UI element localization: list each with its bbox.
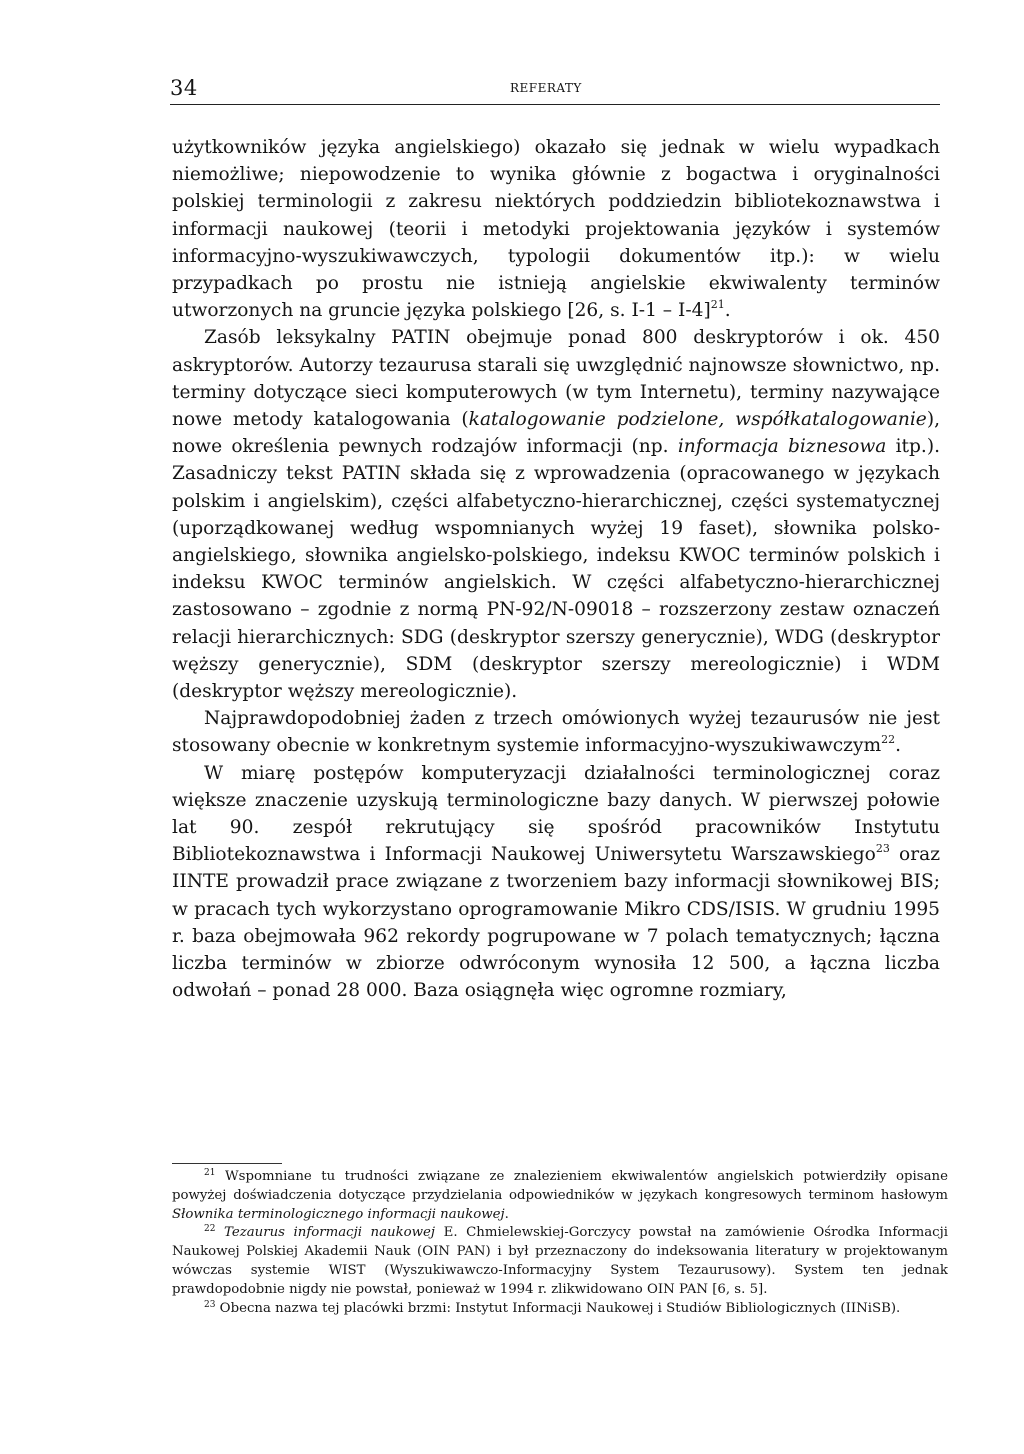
footnote-number: 21 [204,1168,216,1178]
paragraph-2-italic-1: katalogowanie podzielone, współkatalogowanie [468,409,927,431]
paragraph-3 [172,705,940,759]
paragraph-2-italic-2: informacja biznesowa [677,436,887,458]
running-head: REFERATY [510,81,582,95]
footnotes [172,1168,948,1318]
paragraph-2 [172,324,940,705]
footnote-22 [172,1224,948,1299]
paragraph-1-text: użytkowników języka angielskiego) okazało się jednak w wielu wypadkach niemożliwe; niepowodzenie to wynika głównie z bogactwa i oryginalności polskiej terminologii z zakresu niektórych poddziedzin bibliotekoznawstwa i informacji naukowej (teorii i metodyki projektowania języków i systemów informacyjno-wyszukiwawczych, typologii dokumentów itp.): w wielu przypadkach po prostu nie istnieją angielskie ekwiwalenty terminów utworzonych na gruncie języka polskiego [26, s. I-1 – I-4] [172,137,940,322]
footnote-text-end: E. Chmielewskiej-Gorczycy powstał na zamówienie Ośrodka Informacji Naukowej Polskiej Akademii Nauk (OIN PAN) i był przeznaczony do indeksowania literatury w projektowanym wówczas systemie WIST (Wyszukiwawczo-Informacyjny System Tezaurusowy). System ten jednak prawdopodobnie nigdy nie powstał, ponieważ w 1994 r. zlikwidowano OIN PAN [6, s. 5]. [172,1225,949,1297]
paragraph-2-text-a: Zasób leksykalny PATIN obejmuje ponad 800 deskryptorów i ok. 450 askryptorów. Autorzy tezaurusa starali się uwzględnić najnowsze słownictwo, np. terminy dotyczące sieci komputerowych (w tym Internetu), terminy nazywające nowe metody katalogowania ( [172,327,940,431]
page-number: 34 [170,76,198,100]
footnote-divider [172,1163,282,1164]
footnote-number: 23 [204,1299,216,1310]
footnote-ref-22: 22 [881,733,896,747]
footnote-text-end: . [504,1206,509,1222]
footnote-21 [172,1168,948,1224]
paragraph-3-end: . [895,735,902,757]
paragraph-4-text-a: W miarę postępów komputeryzacji działalności terminologicznej coraz większe znaczenie uzyskują terminologiczne bazy danych. W pierwszej połowie lat 90. zespół rekrutujący się spośród pracowników Instytutu Bibliotekoznawstwa i Informacji Naukowej Uniwersytetu Warszawskiego [172,762,940,866]
footnote-ref-23: 23 [875,842,890,856]
footnote-text: Obecna nazwa tej placówki brzmi: Instytut Informacji Naukowej i Studiów Bibliologicznych (IINiSB). [215,1300,901,1316]
footnote-ref-21: 21 [710,298,725,312]
footnote-text [215,1225,224,1240]
footnote-text: Wspomniane tu trudności związane ze znalezieniem ekwiwalentów angielskich potwierdziły opisane powyżej doświadczenia dotyczące przydzielania odpowiedników w językach kongresowych terminom hasłowym [172,1169,948,1203]
page-header [170,76,940,105]
paragraph-1-end: . [724,300,731,322]
paragraph-3-text: Najprawdopodobniej żaden z trzech omówionych wyżej tezaurusów nie jest stosowany obecnie w konkretnym systemie informacyjno-wyszukiwawczym [172,708,940,757]
paragraph-2-text-c: itp.). Zasadniczy tekst PATIN składa się z wprowadzenia (opracowanego w językach polskim i angielskim), części alfabetyczno-hierarchicznej, części systematycznej (uporządkowanej według wspomnianych wyżej 19 faset), słownika polsko-angielskiego, słownika angielsko-polskiego, indeksu KWOC terminów polskich i indeksu KWOC terminów angielskich. W części alfabetyczno-hierarchicznej zastosowano – zgodnie z normą PN-92/N-09018 – rozszerzony zestaw oznaczeń relacji hierarchicznych: SDG (deskryptor szerszy generycznie), WDG (deskryptor węższy generycznie), SDM (deskryptor szerszy mereologicznie) i WDM (deskryptor węższy mereologicznie). [172,436,941,703]
paragraph-1 [172,134,940,324]
paragraph-4 [172,760,940,1005]
paragraph-4-text-b: oraz IINTE prowadził prace związane z tworzeniem bazy informacji słownikowej BIS; w pracach tych wykorzystano oprogramowanie Mikro CDS/ISIS. W grudniu 1995 r. baza obejmowała 962 rekordy pogrupowane w 7 polach tematycznych; łączna liczba terminów w zbiorze odwróconym wynosiła 12 500, a łączna liczba odwołań – ponad 28 000. Baza osiągnęła więc ogromne rozmiary, [172,844,940,1002]
footnote-italic: Słownika terminologicznego informacji naukowej [172,1206,505,1222]
footnote-number: 22 [204,1224,216,1235]
paragraph-2-text-b: ), nowe określenia pewnych rodzajów informacji (np. [172,409,940,458]
footnote-italic: Tezaurus informacji naukowej [224,1225,436,1241]
footnote-23 [172,1300,948,1319]
body-text [172,134,940,1005]
